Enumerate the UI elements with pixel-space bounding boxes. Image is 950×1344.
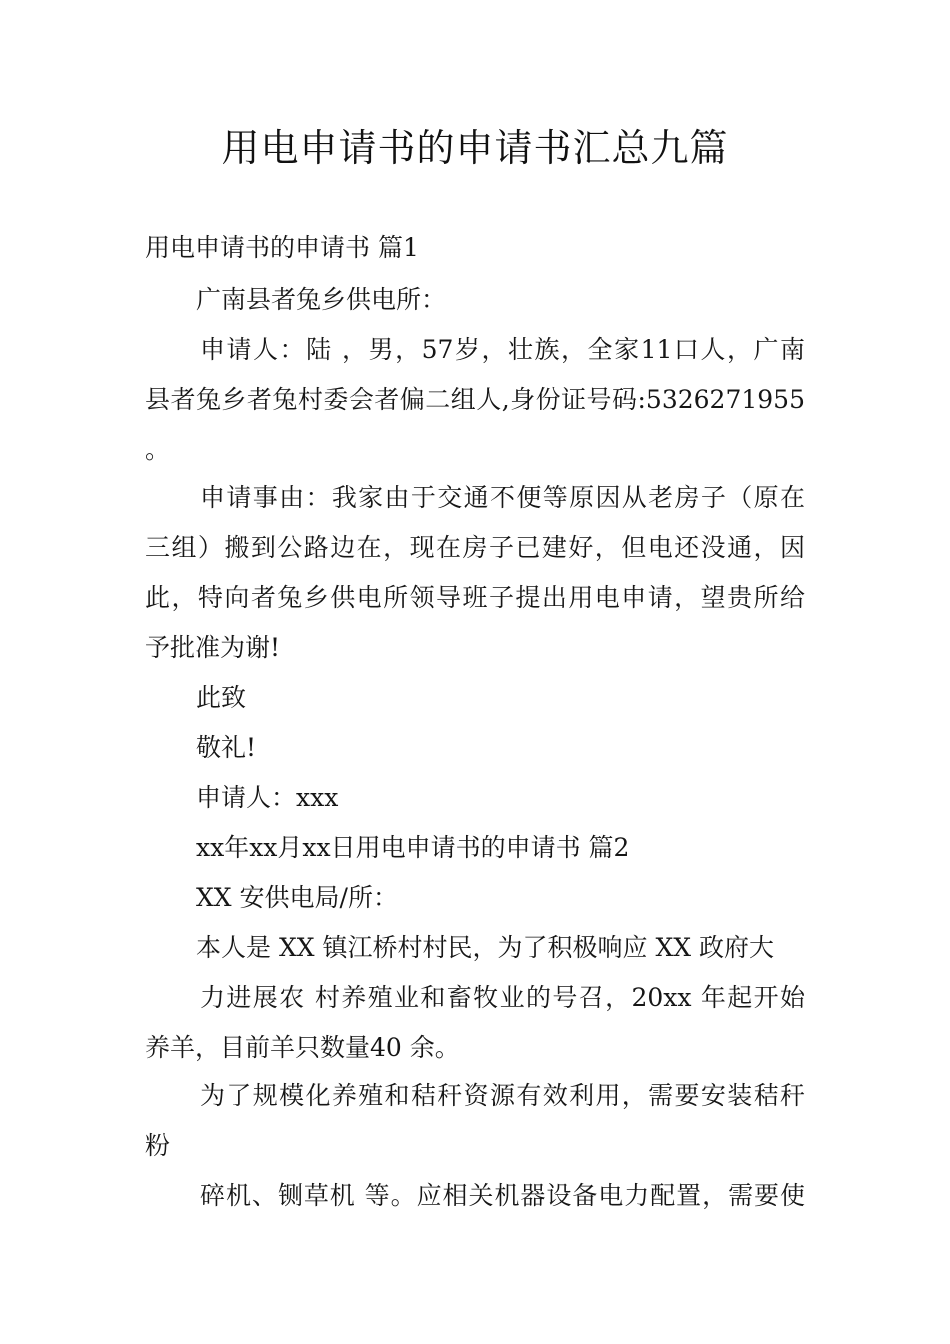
paragraph-line: 力进展农 村养殖业和畜牧业的号召，20xx 年起开始	[200, 983, 805, 1012]
section-heading-2: xx年xx月xx日用电申请书的申请书 篇2	[196, 833, 630, 862]
addressee-line: XX 安供电局/所：	[196, 883, 398, 912]
paragraph-line: 本人是 XX 镇江桥村村民，为了积极响应 XX 政府大	[196, 933, 774, 962]
closing-line: 此致	[196, 683, 247, 712]
paragraph-line: 三组）搬到公路边在，现在房子已建好，但电还没通，因	[145, 533, 805, 562]
signature-line: 申请人：xxx	[196, 783, 339, 812]
closing-line: 敬礼!	[196, 733, 257, 762]
paragraph-line: 为了规模化养殖和秸秆资源有效利用，需要安装秸秆	[200, 1081, 805, 1110]
paragraph-line: 县者兔乡者兔村委会者偏二组人,身份证号码:5326271955	[145, 385, 805, 414]
paragraph-line: 粉	[145, 1131, 171, 1160]
paragraph-line: 申请事由：我家由于交通不便等原因从老房子（原在	[200, 483, 805, 512]
addressee-line: 广南县者兔乡供电所：	[196, 285, 447, 314]
paragraph-line: 碎机、铡草机 等。应相关机器设备电力配置，需要使	[200, 1181, 805, 1210]
paragraph-line: 申请人：陆 ，男，57岁，壮族，全家11口人，广南	[200, 335, 805, 364]
document-title: 用电申请书的申请书汇总九篇	[221, 126, 729, 170]
section-heading-1: 用电申请书的申请书 篇1	[145, 233, 419, 262]
paragraph-line: 予批准为谢!	[145, 633, 281, 662]
paragraph-line: 此，特向者兔乡供电所领导班子提出用电申请，望贵所给	[145, 583, 805, 612]
paragraph-line: 养羊，目前羊只数量40 余。	[145, 1033, 460, 1062]
paragraph-line: 。	[145, 435, 171, 464]
